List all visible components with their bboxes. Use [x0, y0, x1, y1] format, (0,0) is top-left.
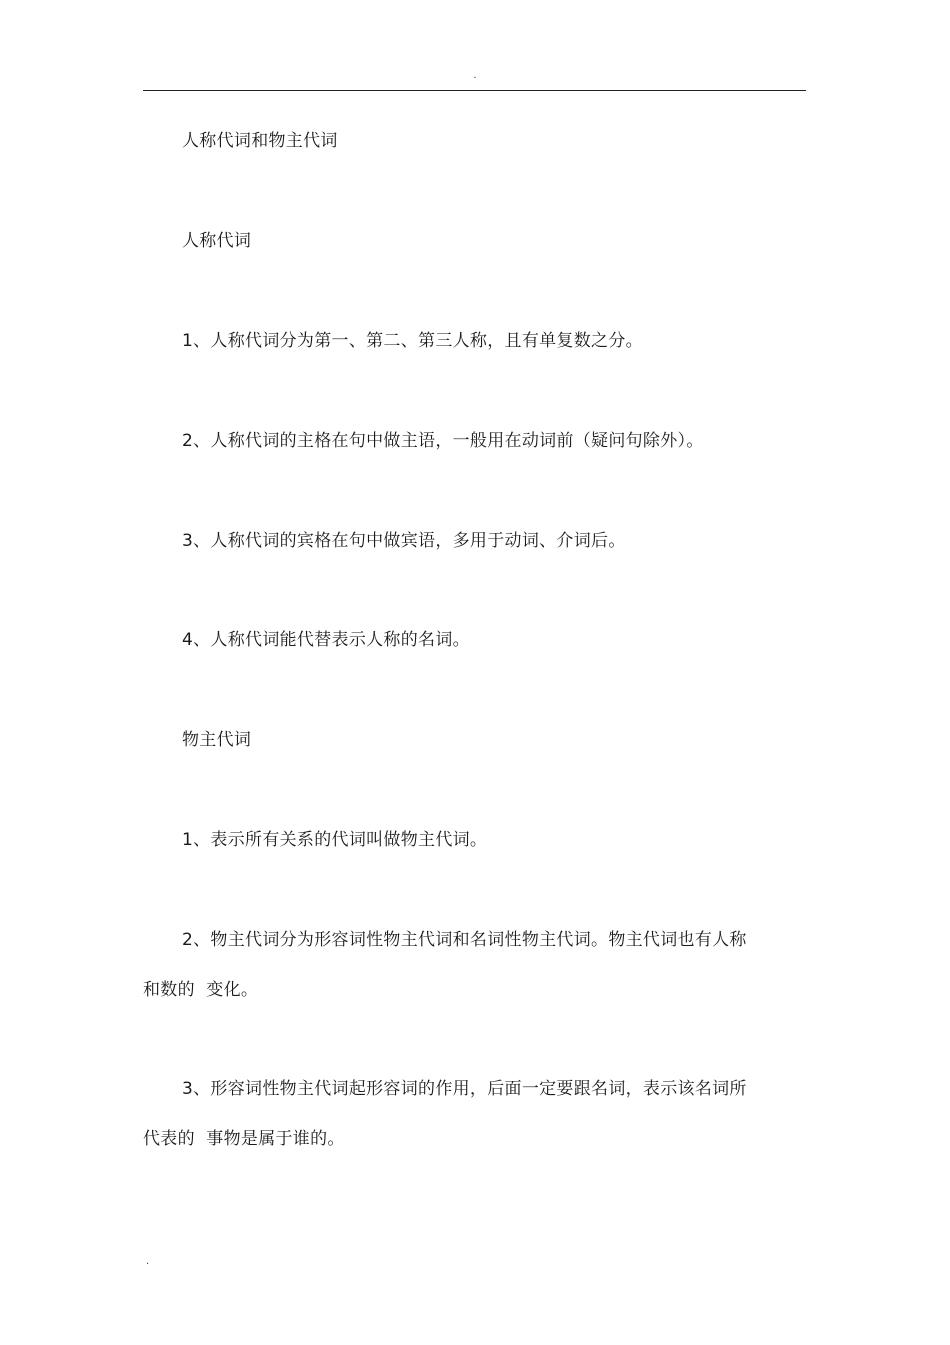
possessive-pronoun-item-2-line-2: 和数的 变化。 — [143, 980, 259, 1000]
possessive-pronoun-item-3-line-2: 代表的 事物是属于谁的。 — [143, 1129, 345, 1149]
possessive-pronoun-item-3-line-1: 3、形容词性物主代词起形容词的作用，后面一定要跟名词，表示该名词所 — [182, 1079, 747, 1099]
header-mark: . — [473, 70, 477, 81]
possessive-pronoun-item-2-line-1: 2、物主代词分为形容词性物主代词和名词性物主代词。物主代词也有人称 — [182, 930, 747, 950]
possessive-pronoun-item-1: 1、表示所有关系的代词叫做物主代词。 — [182, 830, 488, 850]
section-heading-possessive-pronouns: 物主代词 — [182, 730, 252, 750]
personal-pronoun-item-2: 2、人称代词的主格在句中做主语，一般用在动词前（疑问句除外）。 — [182, 431, 704, 451]
document-title: 人称代词和物主代词 — [182, 131, 338, 151]
personal-pronoun-item-4: 4、人称代词能代替表示人称的名词。 — [182, 630, 470, 650]
personal-pronoun-item-3: 3、人称代词的宾格在句中做宾语，多用于动词、介词后。 — [182, 531, 626, 551]
header-rule — [143, 90, 806, 91]
section-heading-personal-pronouns: 人称代词 — [182, 231, 252, 251]
footer-mark: . — [146, 1256, 150, 1267]
personal-pronoun-item-1: 1、人称代词分为第一、第二、第三人称，且有单复数之分。 — [182, 331, 643, 351]
